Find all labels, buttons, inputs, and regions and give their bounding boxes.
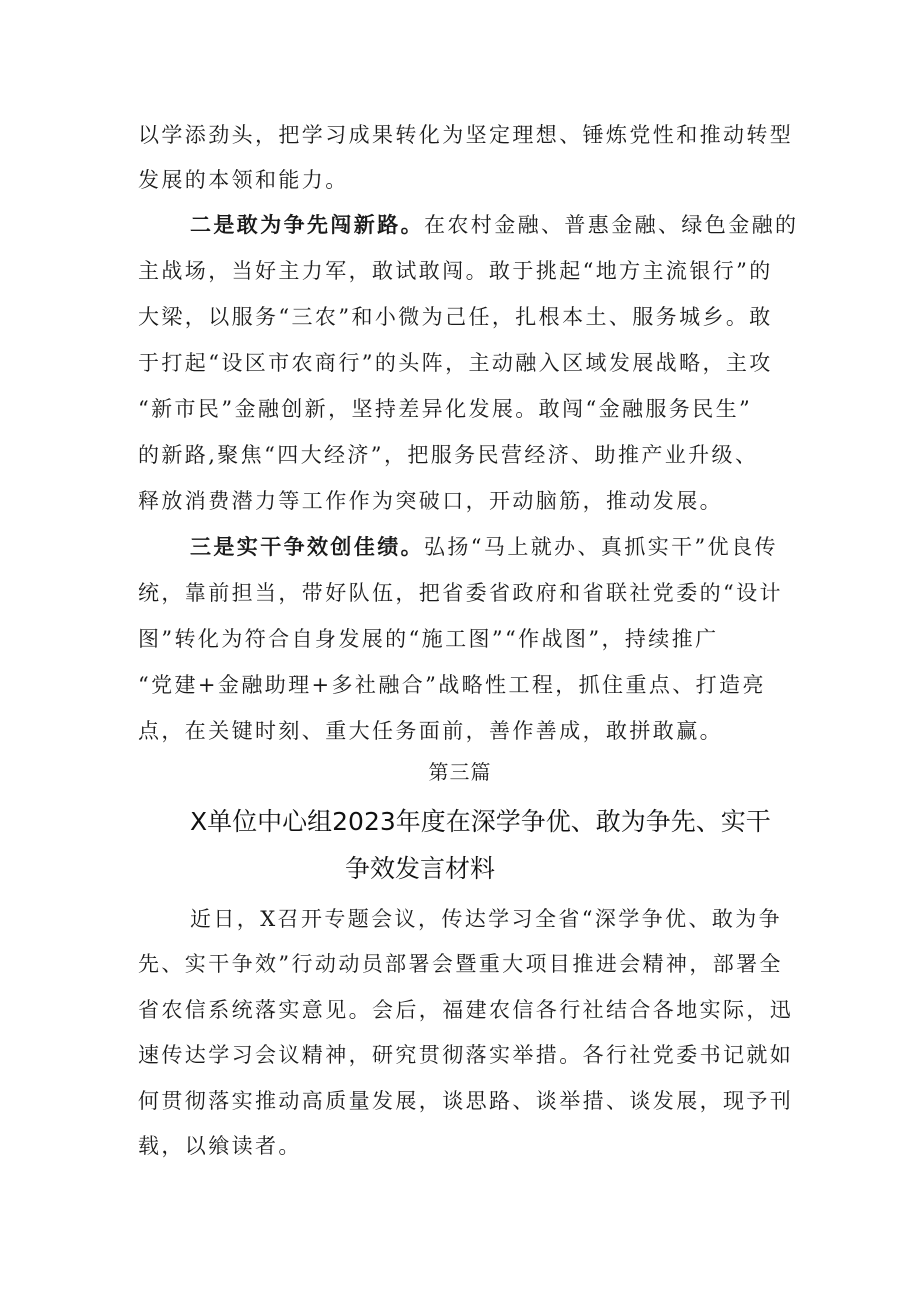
point-two-line-2: 主战场，当好主力军，敢试敢闯。敢于挑起“地方主流银行”的 — [138, 259, 773, 283]
point-two-first-line-text: 在农村金融、普惠金融、绿色金融的 — [424, 213, 799, 237]
point-two-line-3: 大梁，以服务“三农”和小微为己任，扎根本土、服务城乡。敢 — [138, 305, 773, 329]
continuation-line-2: 发展的本领和能力。 — [138, 168, 349, 192]
point-two-line-7: 释放消费潜力等工作作为突破口，开动脑筋，推动发展。 — [138, 489, 723, 513]
point-three-line-5: 点，在关键时刻、重大任务面前，善作善成，敢拼敢赢。 — [138, 719, 723, 743]
intro-line-1: 近日，X召开专题会议，传达学习全省“深学争优、敢为争 — [190, 907, 783, 931]
point-two-first-line — [190, 211, 798, 239]
point-two-line-4: 于打起“设区市农商行”的头阵，主动融入区域发展战略，主攻 — [138, 351, 773, 375]
title-line-1: X单位中心组2023年度在深学争优、敢为争先、实干 — [190, 807, 771, 836]
intro-line-4: 速传达学习会议精神，研究贯彻落实举措。各行社党委书记就如 — [138, 1043, 794, 1067]
intro-line-2: 先、实干争效”行动动员部署会暨重大项目推进会精神，部署全 — [138, 952, 783, 976]
point-two-heading: 二是敢为争先闯新路。 — [190, 212, 424, 237]
intro-line-3: 省农信系统落实意见。会后，福建农信各行社结合各地实际，迅 — [138, 998, 794, 1022]
point-two-line-6: 的新路,聚焦“四大经济”，把服务民营经济、助推产业升级、 — [138, 443, 759, 467]
point-three-first-line — [190, 533, 778, 561]
point-three-line-4: “党建+金融助理+多社融合”战略性工程，抓住重点、打造亮 — [138, 673, 766, 697]
point-three-line-3: 图”转化为符合自身发展的“施工图”“作战图”，持续推广 — [138, 627, 719, 651]
section-label: 第三篇 — [428, 760, 492, 784]
title-line-2: 争效发言材料 — [345, 854, 496, 883]
point-three-line-2: 统，靠前担当，带好队伍，把省委省政府和省联社党委的“设计 — [138, 581, 783, 605]
intro-line-5: 何贯彻落实推动高质量发展，谈思路、谈举措、谈发展，现予刊 — [138, 1089, 794, 1113]
point-three-heading: 三是实干争效创佳绩。 — [190, 534, 424, 559]
continuation-line-1: 以学添劲头，把学习成果转化为坚定理想、锤炼党性和推动转型 — [138, 123, 794, 147]
intro-line-6: 载，以飨读者。 — [138, 1134, 302, 1158]
point-two-line-5: “新市民”金融创新，坚持差异化发展。敢闯“金融服务民生” — [138, 397, 753, 421]
point-three-first-line-text: 弘扬“马上就办、真抓实干”优良传 — [424, 535, 778, 559]
